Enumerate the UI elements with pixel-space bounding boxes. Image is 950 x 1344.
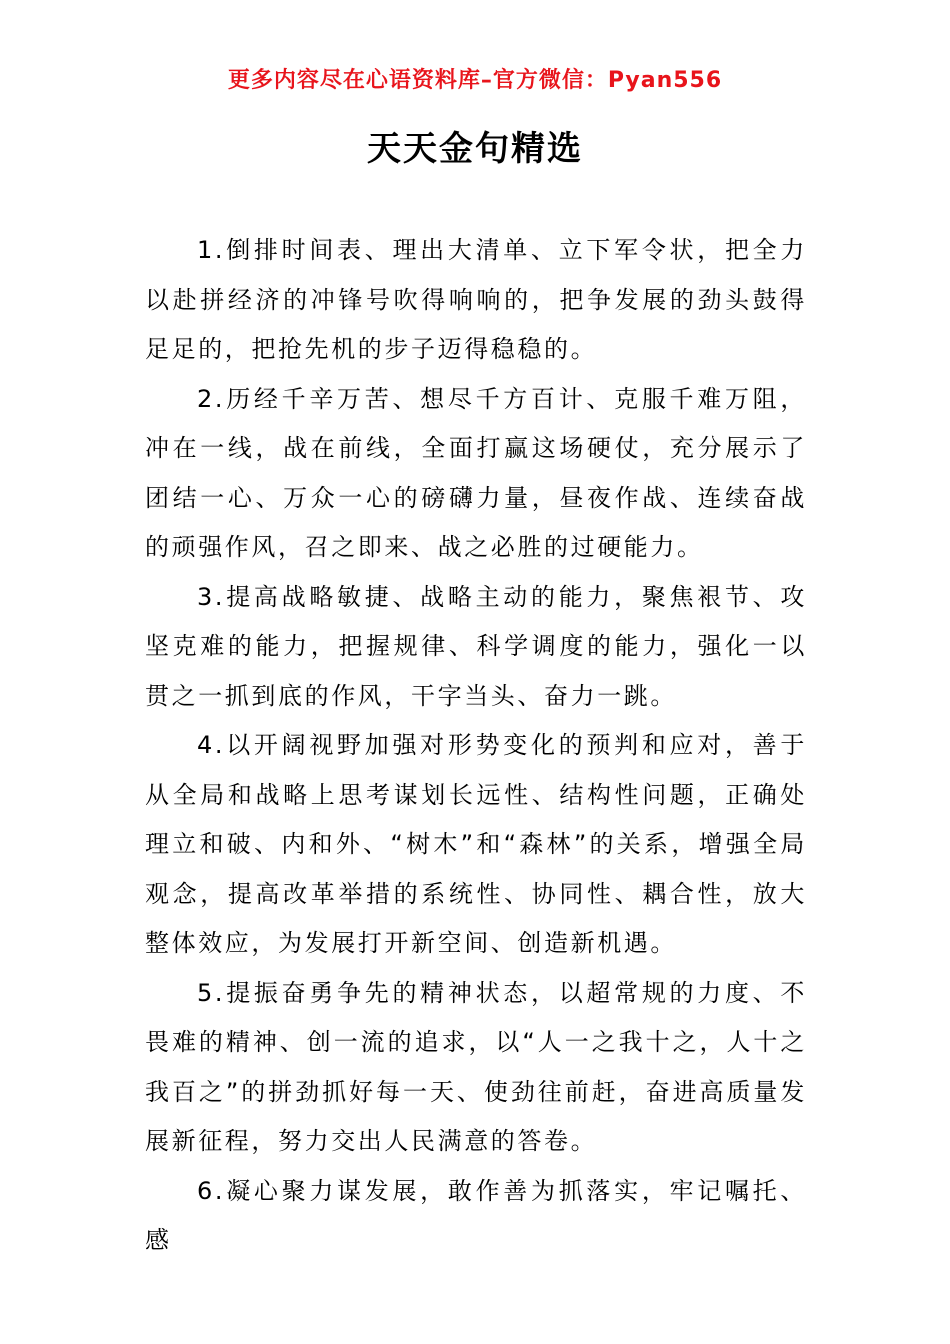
paragraph-6: 6.凝心聚力谋发展，敢作善为抓落实，牢记嘱托、感 xyxy=(145,1176,807,1254)
paragraph-4: 4.以开阔视野加强对形势变化的预判和应对，善于从全局和战略上思考谋划长远性、结构性问题，正确处理立和破、内和外、“树木”和“森林”的关系，增强全局观念，提高改革举措的系统性、协同性、耦合性，放大整体效应，为发展打开新空间、创造新机遇。 xyxy=(145,731,807,957)
page-title: 天天金句精选 xyxy=(367,129,583,169)
paragraph-1: 1.倒排时间表、理出大清单、立下军令状，把全力以赴拼经济的冲锋号吹得响响的，把争发展的劲头鼓得足足的，把抢先机的步子迈得稳稳的。 xyxy=(145,236,807,363)
paragraph-2: 2.历经千辛万苦、想尽千方百计、克服千难万阻，冲在一线，战在前线，全面打赢这场硬仗，充分展示了团结一心、万众一心的磅礴力量，昼夜作战、连续奋战的顽强作风，召之即来、战之必胜的过硬能力。 xyxy=(145,384,807,561)
source-banner: 更多内容尽在心语资料库–官方微信：Pyan556 xyxy=(227,68,723,93)
document-body xyxy=(145,226,807,1266)
paragraph-5: 5.提振奋勇争先的精神状态，以超常规的力度、不畏难的精神、创一流的追求，以“人一之我十之，人十之我百之”的拼劲抓好每一天、使劲往前赶，奋进高质量发展新征程，努力交出人民满意的答卷。 xyxy=(145,978,807,1155)
paragraph-3: 3.提高战略敏捷、战略主动的能力，聚焦裉节、攻坚克难的能力，把握规律、科学调度的能力，强化一以贯之一抓到底的作风，干字当头、奋力一跳。 xyxy=(145,582,807,710)
